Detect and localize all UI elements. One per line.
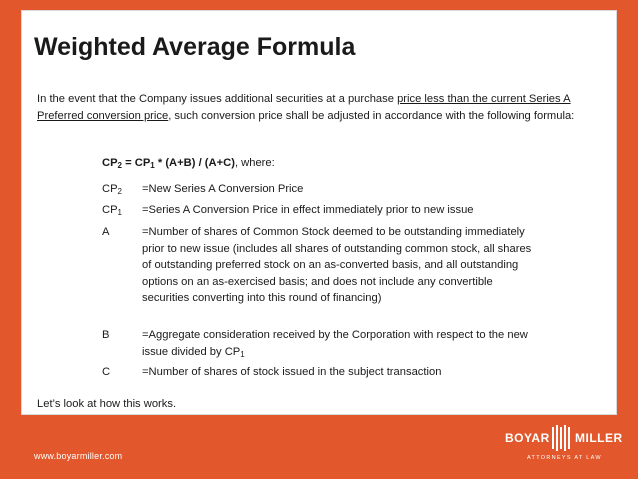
- formula-where: , where:: [234, 157, 275, 169]
- formula-lhs-sub: 2: [117, 161, 122, 170]
- definition-text: =Aggregate consideration received by the Corporation with respect to the new issue divided by $CP_1$: [142, 329, 528, 359]
- definition-term: C: [102, 366, 111, 378]
- slide-title: Weighted Average Formula: [34, 33, 356, 61]
- formula-line: [102, 157, 275, 169]
- formula-lhs: CP: [102, 157, 118, 169]
- intro-text-2: , such conversion price shall be adjusted in accordance with the following formula:: [168, 109, 575, 122]
- logo-text-left: BOYAR: [505, 431, 550, 445]
- definition-text: =Number of shares of Common Stock deemed to be outstanding immediately prior to new issue (includes all shares of outstanding common stock, all shares of outstanding preferred stock on an as-converted basis, and all outstanding options on an as-exercised basis; and does not include any convertible securities converting into this round of financing): [142, 226, 532, 305]
- logo-text-right: MILLER: [575, 431, 623, 445]
- footer-website-link[interactable]: www.boyarmiller.com: [34, 451, 123, 461]
- definition-term: $CP_2$: [102, 183, 122, 196]
- intro-paragraph: [37, 91, 597, 124]
- definition-text: =New Series A Conversion Price: [142, 183, 304, 195]
- logo-tagline: ATTORNEYS AT LAW: [527, 455, 602, 461]
- logo-mark-icon: [550, 425, 572, 451]
- definition-text: =Series A Conversion Price in effect immediately prior to new issue: [142, 204, 474, 216]
- boyarmiller-logo: [505, 425, 623, 470]
- formula-eq: = CP: [122, 157, 151, 169]
- definition-term: $CP_1$: [102, 204, 122, 217]
- intro-underlined-phrase: price less than the current Series A Preferred conversion price: [37, 93, 571, 122]
- closing-text: Let’s look at how this works.: [37, 398, 177, 410]
- definition-text: =Number of shares of stock issued in the subject transaction: [142, 366, 442, 378]
- formula-rhs-sub: 1: [150, 161, 155, 170]
- intro-text-1: In the event that the Company issues additional securities at a purchase: [37, 93, 398, 105]
- formula-rest: * (A+B) / (A+C): [154, 157, 235, 169]
- definition-term: A: [102, 226, 110, 238]
- slide-content-panel: [21, 10, 617, 415]
- definition-term: B: [102, 329, 110, 341]
